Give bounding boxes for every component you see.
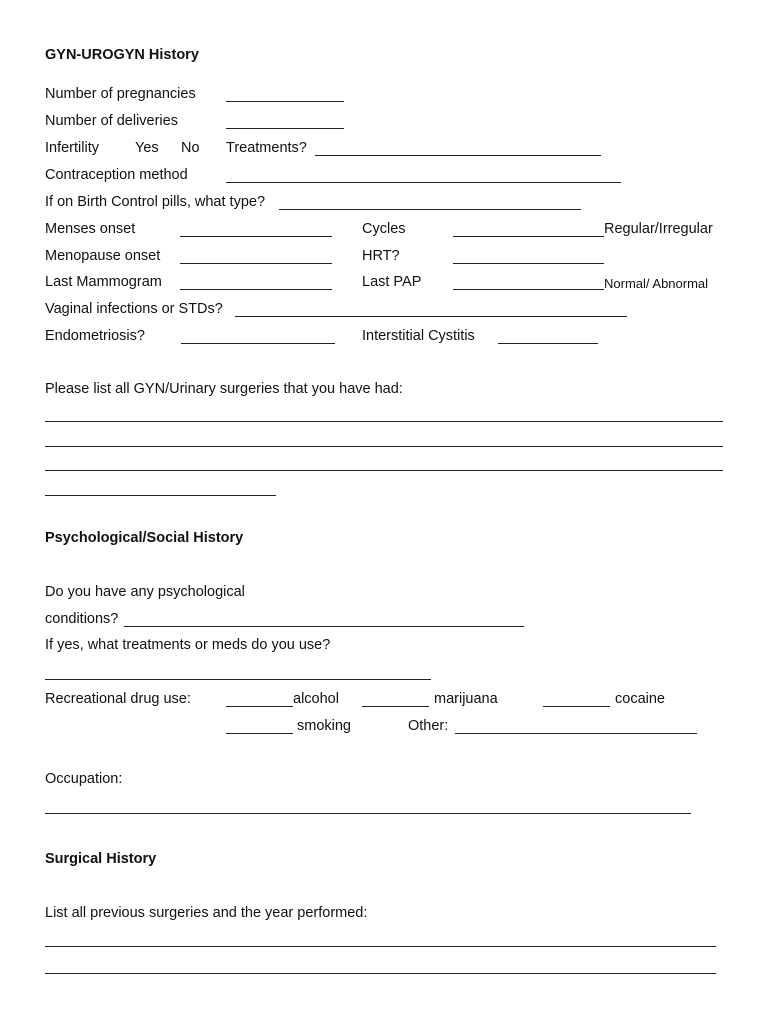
psych-conditions-field[interactable]	[124, 626, 524, 627]
psych-treatments-field[interactable]	[45, 679, 431, 680]
surgical-history-line-1[interactable]	[45, 946, 716, 947]
alcohol-label: alcohol	[293, 691, 339, 707]
psych-conditions-label-2: conditions?	[45, 611, 119, 627]
mammogram-label: Last Mammogram	[45, 274, 162, 290]
contraception-field[interactable]	[226, 182, 621, 183]
cocaine-field[interactable]	[543, 706, 610, 707]
hrt-field[interactable]	[453, 263, 604, 264]
vaginal-infections-field[interactable]	[235, 316, 627, 317]
smoking-label: smoking	[297, 718, 351, 734]
gyn-surgeries-prompt: Please list all GYN/Urinary surgeries that you have had:	[45, 381, 403, 397]
surgical-history-line-2[interactable]	[45, 973, 716, 974]
menses-label: Menses onset	[45, 221, 136, 237]
pap-field[interactable]	[453, 289, 604, 290]
endometriosis-label: Endometriosis?	[45, 328, 145, 344]
psych-treatments-label: If yes, what treatments or meds do you use?	[45, 637, 331, 653]
cystitis-label: Interstitial Cystitis	[362, 328, 475, 344]
vaginal-infections-label: Vaginal infections or STDs?	[45, 301, 223, 317]
gyn-surgeries-line-2[interactable]	[45, 446, 723, 447]
deliveries-field[interactable]	[226, 128, 344, 129]
hrt-label: HRT?	[362, 248, 400, 264]
other-drug-field[interactable]	[455, 733, 697, 734]
contraception-label: Contraception method	[45, 167, 188, 183]
mammogram-field[interactable]	[180, 289, 332, 290]
alcohol-field[interactable]	[226, 706, 293, 707]
drug-use-label: Recreational drug use:	[45, 691, 191, 707]
deliveries-label: Number of deliveries	[45, 113, 178, 129]
menopause-label: Menopause onset	[45, 248, 161, 264]
occupation-label: Occupation:	[45, 771, 123, 787]
treatments-label: Treatments?	[226, 140, 307, 156]
psych-conditions-label-1: Do you have any psychological	[45, 584, 245, 600]
gyn-section-title: GYN-UROGYN History	[45, 47, 199, 63]
infertility-no-option[interactable]: No	[181, 140, 200, 156]
smoking-field[interactable]	[226, 733, 293, 734]
pregnancies-label: Number of pregnancies	[45, 86, 196, 102]
surgical-section-title: Surgical History	[45, 851, 157, 867]
gyn-surgeries-line-4[interactable]	[45, 495, 276, 496]
cystitis-field[interactable]	[498, 343, 598, 344]
surgical-prompt: List all previous surgeries and the year performed:	[45, 905, 368, 921]
cycles-label: Cycles	[362, 221, 406, 237]
gyn-surgeries-line-1[interactable]	[45, 421, 723, 422]
cocaine-label: cocaine	[615, 691, 665, 707]
menopause-field[interactable]	[180, 263, 332, 264]
birth-control-label: If on Birth Control pills, what type?	[45, 194, 266, 210]
infertility-label: Infertility	[45, 140, 99, 156]
menses-field[interactable]	[180, 236, 332, 237]
gyn-surgeries-line-3[interactable]	[45, 470, 723, 471]
normal-abnormal-option[interactable]: Normal/ Abnormal	[604, 276, 709, 291]
birth-control-field[interactable]	[279, 209, 581, 210]
marijuana-field[interactable]	[362, 706, 429, 707]
regular-irregular-option[interactable]: Regular/Irregular	[604, 221, 713, 237]
infertility-yes-option[interactable]: Yes	[135, 140, 159, 156]
marijuana-label: marijuana	[434, 691, 498, 707]
treatments-field[interactable]	[315, 155, 601, 156]
other-label: Other:	[408, 718, 449, 734]
pregnancies-field[interactable]	[226, 101, 344, 102]
pap-label: Last PAP	[362, 274, 422, 290]
psych-section-title: Psychological/Social History	[45, 530, 244, 546]
cycles-field[interactable]	[453, 236, 604, 237]
occupation-field[interactable]	[45, 813, 691, 814]
endometriosis-field[interactable]	[181, 343, 335, 344]
